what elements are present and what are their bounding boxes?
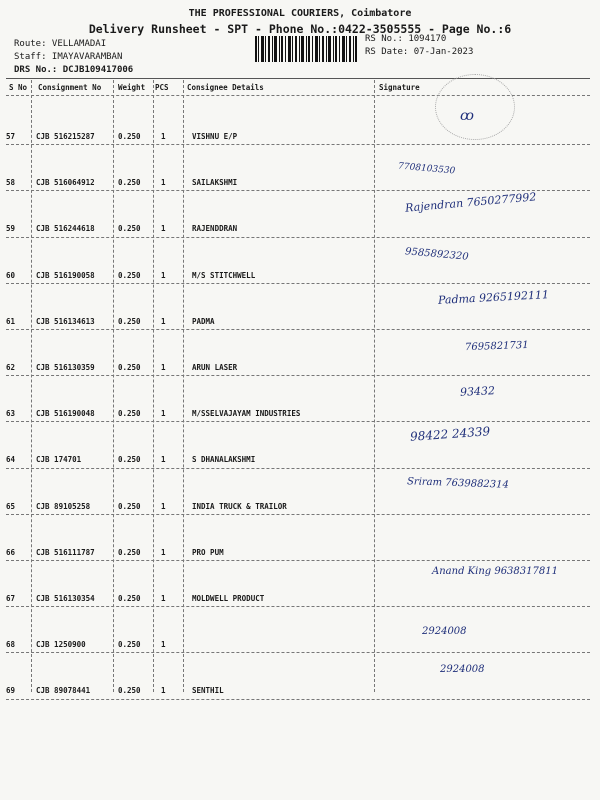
- pcs-cell: 1: [161, 594, 166, 603]
- sno-cell: 57: [6, 132, 16, 141]
- rs-no: RS No.: 1094170: [365, 34, 447, 44]
- meta-left: [14, 38, 133, 77]
- table-row: [6, 640, 590, 686]
- pcs-cell: 1: [161, 270, 166, 280]
- weight-cell: 0.250: [118, 501, 141, 511]
- table-row: [6, 132, 590, 178]
- sno-cell: 59: [6, 224, 16, 234]
- consignment-cell: CJB 89078441: [36, 686, 91, 696]
- row-separator: [6, 699, 590, 700]
- pcs-cell: 1: [161, 178, 166, 188]
- table-row: [6, 502, 590, 548]
- consignment-cell: CJB 516190048: [36, 409, 95, 419]
- runsheet-title: Delivery Runsheet - SPT - Phone No.:0422-3505555 - Page No.:6: [88, 22, 512, 36]
- table-row: [6, 224, 590, 270]
- row-separator: [6, 283, 590, 284]
- staff-label: Staff: IMAYAVARAMBAN: [14, 52, 123, 62]
- sno-cell: 63: [6, 409, 16, 419]
- rs-date: RS Date: 07-Jan-2023: [365, 47, 474, 57]
- consignment-cell: CJB 516215287: [36, 132, 95, 141]
- weight-cell: 0.250: [118, 132, 141, 141]
- pcs-cell: 1: [161, 455, 166, 465]
- signature-handwriting: 93432: [459, 384, 496, 400]
- row-separator: [6, 514, 590, 515]
- row-separator: [6, 652, 590, 653]
- consignee-cell: INDIA TRUCK & TRAILOR: [192, 501, 287, 511]
- weight-cell: 0.250: [118, 316, 141, 326]
- consignment-cell: CJB 516190058: [36, 270, 95, 280]
- sno-cell: 61: [6, 316, 16, 326]
- table-row: [6, 363, 590, 409]
- table-row: [6, 409, 590, 455]
- consignee-cell: SAILAKSHMI: [192, 178, 238, 188]
- row-separator: [6, 606, 590, 607]
- consignee-cell: S DHANALAKSHMI: [192, 455, 256, 465]
- pcs-cell: 1: [161, 224, 166, 234]
- consignment-cell: CJB 516134613: [36, 316, 95, 326]
- weight-cell: 0.250: [118, 363, 141, 372]
- meta-right: [365, 33, 473, 59]
- consignee-cell: M/SSELVAJAYAM INDUSTRIES: [192, 409, 301, 419]
- signature-handwriting: 7695821731: [464, 339, 529, 354]
- col-consignment: Consignment No: [38, 83, 102, 92]
- consignment-cell: CJB 516064912: [36, 178, 95, 188]
- route-label: Route: VELLAMADAI: [14, 39, 107, 49]
- drs-label: DRS No.: DCJB109417006: [14, 65, 134, 75]
- consignee-cell: SENTHIL: [192, 686, 224, 696]
- pcs-cell: 1: [161, 686, 166, 696]
- consignment-cell: CJB 516111787: [36, 547, 95, 557]
- pcs-cell: 1: [161, 501, 166, 511]
- sno-cell: 67: [6, 594, 16, 603]
- company-title: THE PROFESSIONAL COURIERS, Coimbatore: [188, 8, 412, 19]
- col-sno: S No: [9, 83, 28, 92]
- weight-cell: 0.250: [118, 640, 141, 650]
- row-separator: [6, 421, 590, 422]
- sno-cell: 64: [6, 455, 16, 465]
- signature-handwriting: 7708103530: [397, 161, 456, 177]
- row-separator: [6, 375, 590, 376]
- signature-handwriting: Anand King 9638317811: [432, 566, 558, 577]
- pcs-cell: 1: [161, 409, 166, 419]
- consignee-cell: ARUN LASER: [192, 363, 238, 372]
- signature-handwriting: 2924008: [422, 626, 467, 638]
- signature-handwriting: 9585892320: [404, 245, 469, 263]
- signature-handwriting: 2924008: [440, 664, 485, 676]
- consignee-cell: PADMA: [192, 316, 215, 326]
- sno-cell: 66: [6, 547, 16, 557]
- consignee-cell: VISHNU E/P: [192, 132, 238, 141]
- consignment-cell: CJB 516130354: [36, 594, 95, 603]
- weight-cell: 0.250: [118, 594, 141, 603]
- signature-handwriting: Sriram 7639882314: [406, 475, 510, 491]
- pcs-cell: 1: [161, 640, 166, 650]
- sno-cell: 60: [6, 270, 16, 280]
- row-separator: [6, 329, 590, 330]
- consignment-cell: CJB 1250900: [36, 640, 86, 650]
- weight-cell: 0.250: [118, 409, 141, 419]
- consignee-cell: RAJENDDRAN: [192, 224, 238, 234]
- row-separator: [6, 468, 590, 469]
- consignment-cell: CJB 89105258: [36, 501, 91, 511]
- barcode: [255, 36, 357, 62]
- pcs-cell: 1: [161, 547, 166, 557]
- sno-cell: 65: [6, 501, 16, 511]
- consignment-cell: CJB 516244618: [36, 224, 95, 234]
- col-signature: Signature: [379, 83, 420, 92]
- table-row: [6, 594, 590, 640]
- sno-cell: 69: [6, 686, 16, 696]
- table-row: [6, 455, 590, 501]
- signature-handwriting: 98422 24339: [409, 424, 491, 445]
- consignee-cell: PRO PUM: [192, 547, 224, 557]
- weight-cell: 0.250: [118, 178, 141, 188]
- consignee-cell: M/S STITCHWELL: [192, 270, 256, 280]
- row-separator: [6, 560, 590, 561]
- table-top-rule: [6, 78, 590, 79]
- signature-handwriting: Rajendran 7650277992: [404, 190, 537, 216]
- consignment-cell: CJB 516130359: [36, 363, 95, 372]
- consignee-cell: MOLDWELL PRODUCT: [192, 594, 265, 603]
- weight-cell: 0.250: [118, 547, 141, 557]
- sno-cell: 58: [6, 178, 16, 188]
- table-row: [6, 686, 590, 732]
- pcs-cell: 1: [161, 316, 166, 326]
- pcs-cell: 1: [161, 132, 166, 141]
- consignment-cell: CJB 174701: [36, 455, 82, 465]
- col-pcs: PCS: [155, 83, 169, 92]
- col-details: Consignee Details: [187, 83, 264, 92]
- row-separator: [6, 190, 590, 191]
- stamp-mark: [435, 74, 515, 140]
- weight-cell: 0.250: [118, 224, 141, 234]
- sno-cell: 68: [6, 640, 16, 650]
- pcs-cell: 1: [161, 363, 166, 372]
- signature-handwriting: ꝏ: [460, 108, 474, 124]
- row-separator: [6, 144, 590, 145]
- weight-cell: 0.250: [118, 270, 141, 280]
- row-separator: [6, 237, 590, 238]
- signature-handwriting: Padma 9265192111: [437, 287, 550, 307]
- weight-cell: 0.250: [118, 686, 141, 696]
- col-weight: Weight: [118, 83, 146, 92]
- sno-cell: 62: [6, 363, 16, 372]
- weight-cell: 0.250: [118, 455, 141, 465]
